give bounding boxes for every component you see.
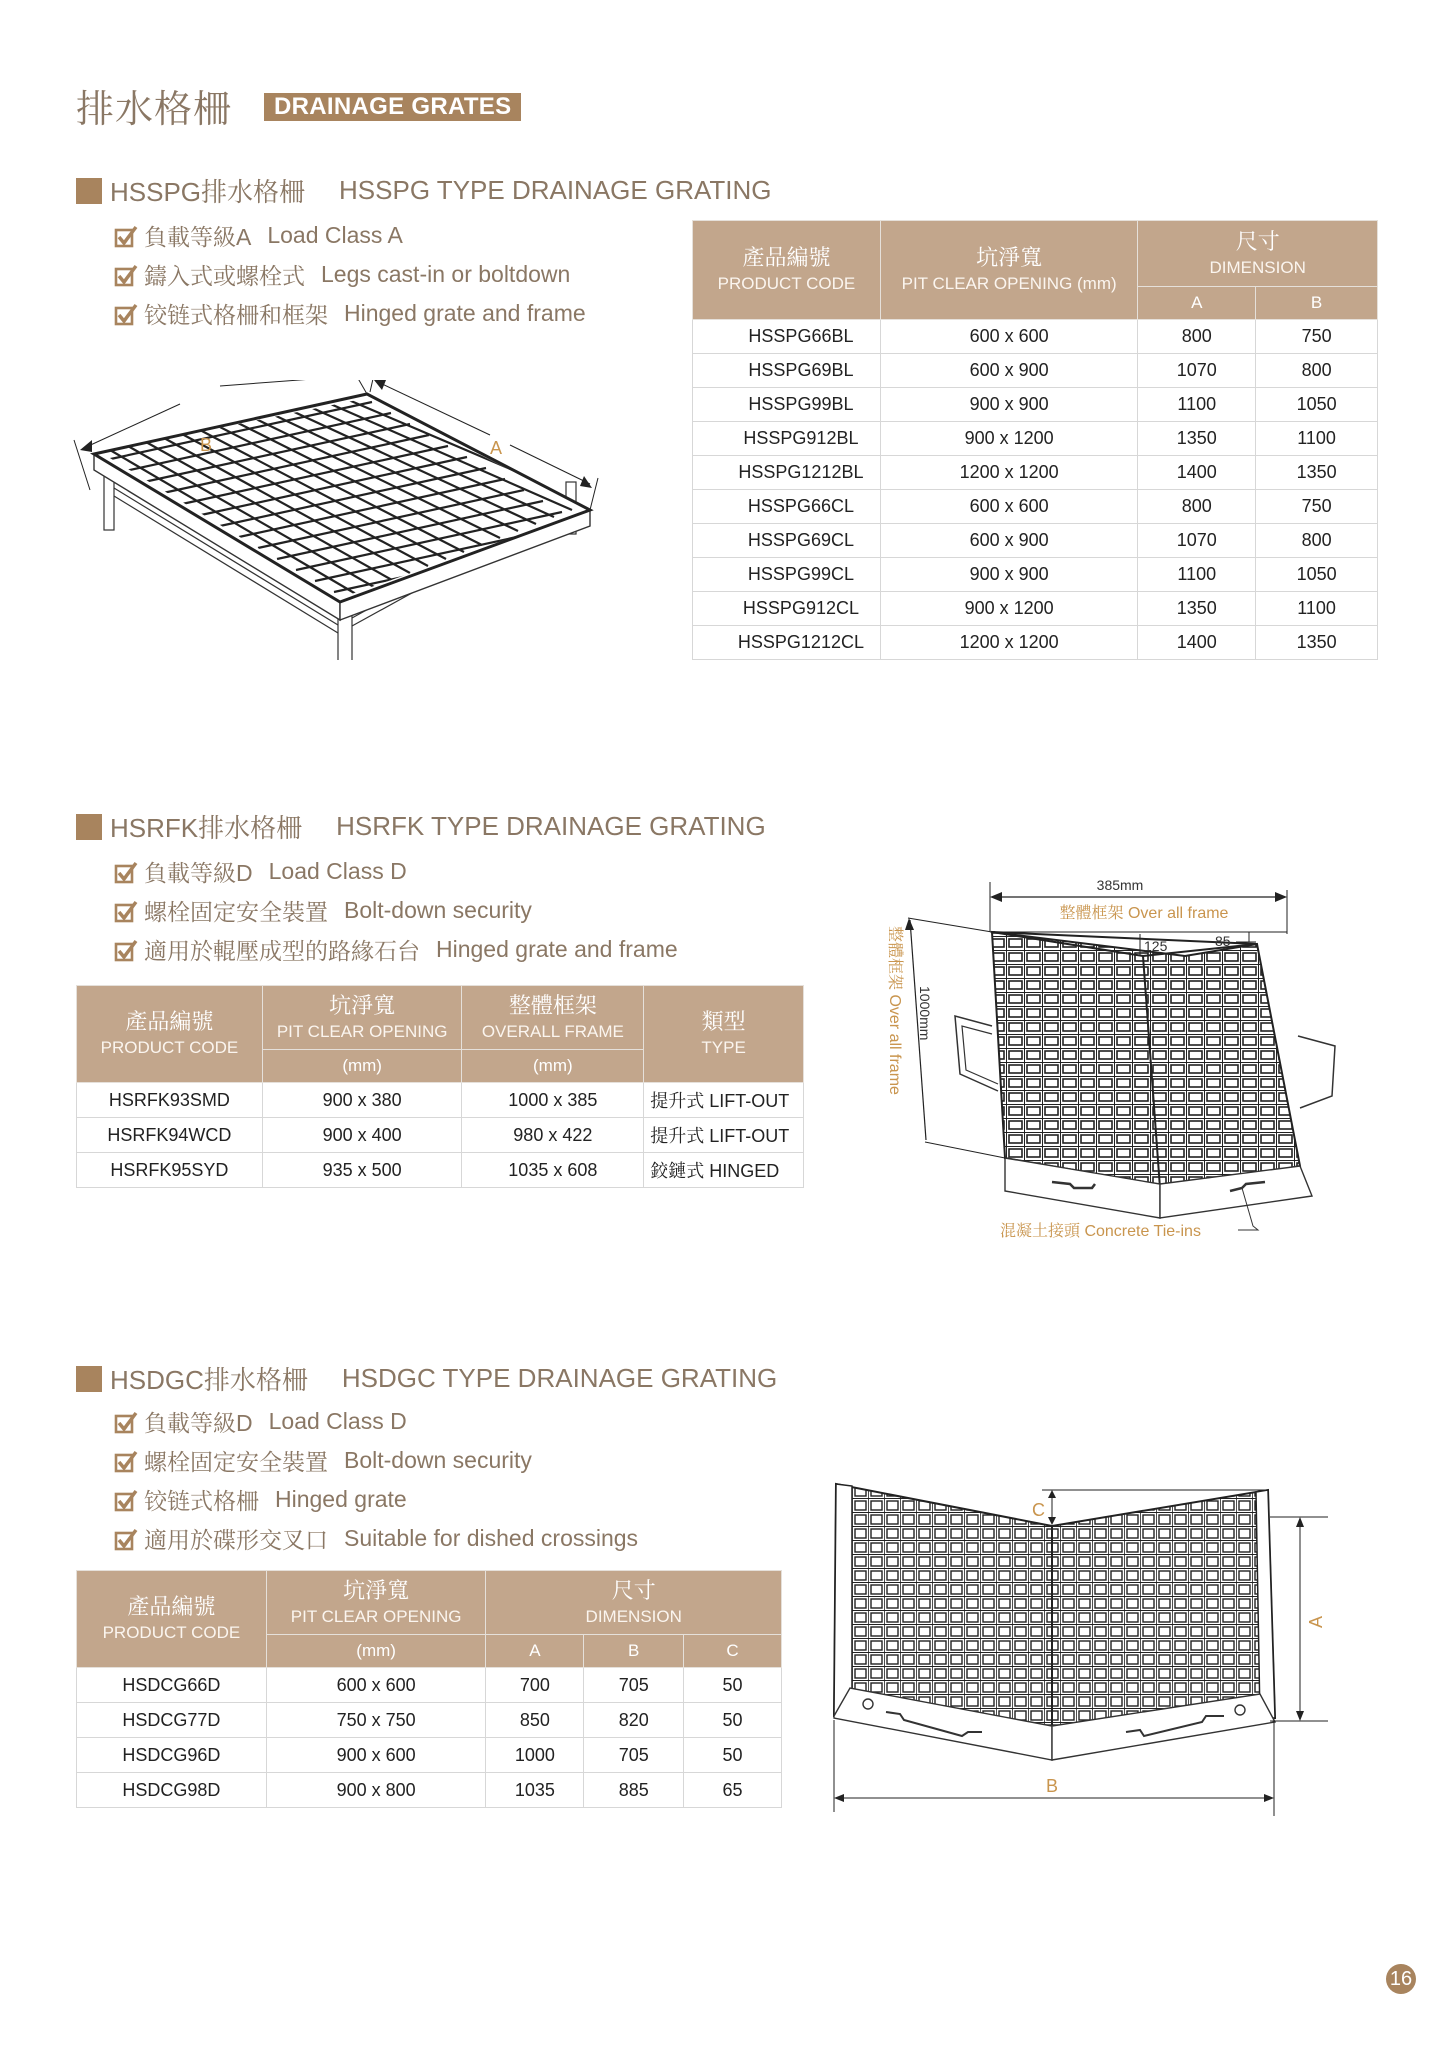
checkbox-checked-icon [114, 1410, 138, 1434]
page-number-badge: 16 [1386, 1964, 1416, 1994]
header-pit-clear-opening: 坑淨寬 PIT CLEAR OPENING [262, 986, 462, 1050]
header-opening-unit: (mm) [266, 1635, 486, 1668]
header-pit-clear-opening: 坑淨寬 PIT CLEAR OPENING (mm) [880, 221, 1137, 320]
feature-list-hsdgc [114, 1402, 638, 1558]
section-title-en: HSSPG TYPE DRAINAGE GRATING [339, 175, 772, 205]
hsdgc-spec-table [76, 1570, 782, 1808]
header-pit-clear-opening: 坑淨寬 PIT CLEAR OPENING [266, 1571, 486, 1635]
section-marker [76, 178, 102, 204]
feature-list-hsspg [114, 216, 586, 333]
concrete-tie-ins-label: 混凝土接頭 Concrete Tie-ins [1000, 1223, 1201, 1240]
section-heading-hsspg [76, 172, 771, 209]
dimension-label-a: A [490, 438, 503, 458]
hsspg-grating-diagram [70, 380, 670, 660]
page-title-badge: DRAINAGE GRATES [264, 93, 521, 121]
table-row: HSSPG69BL 600 x 900 1070 800 [693, 354, 1378, 388]
header-product-code: 產品編號 PRODUCT CODE [77, 986, 263, 1083]
header-type: 類型 TYPE [644, 986, 804, 1083]
checkbox-checked-icon [114, 302, 138, 326]
header-dim-c: C [684, 1635, 782, 1668]
dimension-85: 85 [1215, 933, 1231, 949]
feature-list-hsrfk [114, 852, 678, 969]
header-overall-frame: 整體框架 OVERALL FRAME [462, 986, 644, 1050]
section-title-zh: HSDGC排水格柵 [110, 1365, 308, 1395]
table-row: HSSPG66CL 600 x 600 800 750 [693, 490, 1378, 524]
dimension-label-c: C [1032, 1500, 1045, 1520]
section-title-zh: HSRFK排水格柵 [110, 813, 303, 843]
header-dim-a: A [1138, 287, 1256, 320]
table-row: HSRFK95SYD 935 x 500 1035 x 608 鉸鏈式 HINGED [77, 1153, 804, 1188]
checkbox-checked-icon [114, 1488, 138, 1512]
header-opening-unit: (mm) [262, 1050, 462, 1083]
section-title-en: HSRFK TYPE DRAINAGE GRATING [336, 811, 766, 841]
feature-item: 負載等級A Load Class A [114, 216, 586, 255]
section-heading-hsdgc [76, 1360, 777, 1397]
checkbox-checked-icon [114, 938, 138, 962]
checkbox-checked-icon [114, 1449, 138, 1473]
feature-item: 铰链式格柵 Hinged grate [114, 1480, 638, 1519]
header-dim-b: B [1256, 287, 1378, 320]
table-row: HSRFK93SMD 900 x 380 1000 x 385 提升式 LIFT-OUT [77, 1083, 804, 1118]
table-row: HSRFK94WCD 900 x 400 980 x 422 提升式 LIFT-OUT [77, 1118, 804, 1153]
feature-item: 螺栓固定安全裝置 Bolt-down security [114, 1441, 638, 1480]
table-row: HSDCG98D 900 x 800 1035 885 65 [77, 1773, 782, 1808]
header-dimension: 尺寸 DIMENSION [1138, 221, 1378, 287]
checkbox-checked-icon [114, 899, 138, 923]
page-title-zh: 排水格柵 [76, 89, 233, 131]
table-row: HSSPG99CL 900 x 900 1100 1050 [693, 558, 1378, 592]
feature-item: 螺栓固定安全裝置 Bolt-down security [114, 891, 678, 930]
table-row: HSDCG77D 750 x 750 850 820 50 [77, 1703, 782, 1738]
section-title-zh: HSSPG排水格柵 [110, 177, 306, 207]
checkbox-checked-icon [114, 224, 138, 248]
section-marker [76, 1366, 102, 1392]
feature-item: 負載等級D Load Class D [114, 852, 678, 891]
table-row: HSSPG69CL 600 x 900 1070 800 [693, 524, 1378, 558]
dimension-1000mm: 1000mm [917, 986, 933, 1041]
hsrfk-spec-table [76, 985, 804, 1188]
header-dimension: 尺寸 DIMENSION [486, 1571, 782, 1635]
feature-item: 鑄入式或螺栓式 Legs cast-in or boltdown [114, 255, 586, 294]
table-row: HSSPG912BL 900 x 1200 1350 1100 [693, 422, 1378, 456]
table-row: HSSPG912CL 900 x 1200 1350 1100 [693, 592, 1378, 626]
header-dim-b: B [584, 1635, 684, 1668]
checkbox-checked-icon [114, 263, 138, 287]
header-frame-unit: (mm) [462, 1050, 644, 1083]
section-title-en: HSDGC TYPE DRAINAGE GRATING [341, 1363, 778, 1393]
dimension-385mm: 385mm [1096, 877, 1144, 893]
feature-item: 適用於輥壓成型的路緣石台 Hinged grate and frame [114, 930, 678, 969]
dimension-over-all-frame-height: 整體框架 Over all frame [886, 926, 903, 1095]
header-product-code: 產品編號 PRODUCT CODE [77, 1571, 267, 1668]
hsrfk-grating-diagram [880, 866, 1360, 1256]
hsdgc-grating-diagram [820, 1470, 1400, 1830]
table-row: HSSPG99BL 900 x 900 1100 1050 [693, 388, 1378, 422]
section-heading-hsrfk [76, 808, 766, 845]
dimension-over-all-frame-width: 整體框架 Over all frame [1059, 905, 1229, 922]
section-marker [76, 814, 102, 840]
table-row: HSDCG96D 900 x 600 1000 705 50 [77, 1738, 782, 1773]
feature-item: 適用於碟形交叉口 Suitable for dished crossings [114, 1519, 638, 1558]
header-dim-a: A [486, 1635, 584, 1668]
checkbox-checked-icon [114, 860, 138, 884]
table-row: HSDCG66D 600 x 600 700 705 50 [77, 1668, 782, 1703]
table-row: HSSPG1212BL 1200 x 1200 1400 1350 [693, 456, 1378, 490]
table-row: HSSPG66BL 600 x 600 800 750 [693, 320, 1378, 354]
dimension-label-b: B [1046, 1776, 1059, 1796]
feature-item: 铰链式格柵和框架 Hinged grate and frame [114, 294, 586, 333]
dimension-125: 125 [1144, 938, 1168, 954]
dimension-label-a: A [1306, 1615, 1326, 1628]
feature-item: 負載等級D Load Class D [114, 1402, 638, 1441]
table-row: HSSPG1212CL 1200 x 1200 1400 1350 [693, 626, 1378, 660]
checkbox-checked-icon [114, 1527, 138, 1551]
header-product-code: 產品編號 PRODUCT CODE [693, 221, 881, 320]
dimension-label-b: B [200, 435, 213, 455]
hsspg-spec-table [692, 220, 1378, 660]
